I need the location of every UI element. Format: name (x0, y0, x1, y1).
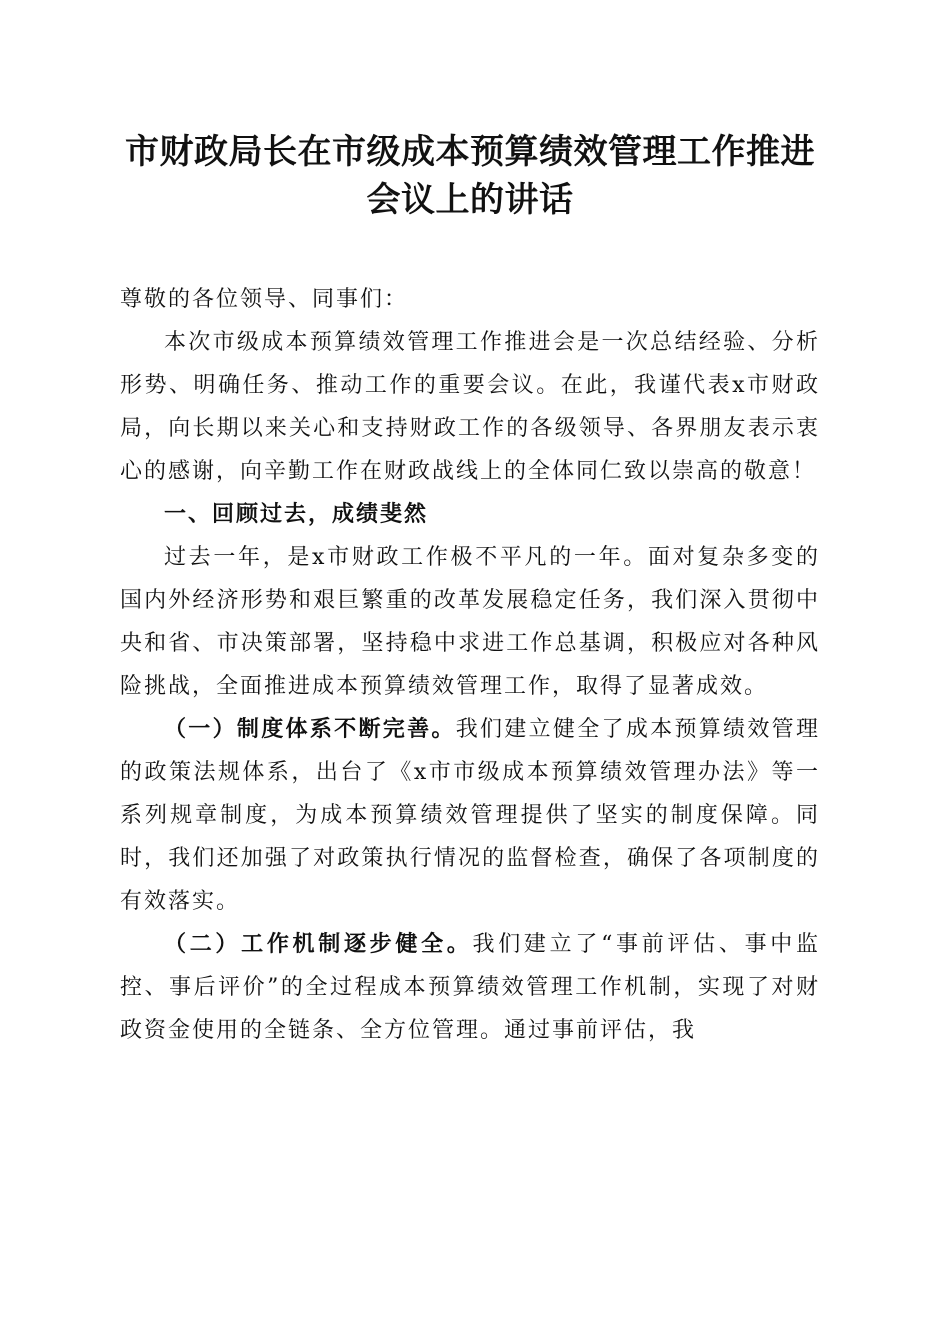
section-heading-1: 一、回顾过去，成绩斐然 (164, 502, 429, 527)
sub-heading-1: （一）制度体系不断完善。 (164, 717, 456, 742)
document-body (120, 278, 820, 1052)
salutation: 尊敬的各位领导、同事们： (120, 287, 409, 312)
title-line-2: 会议上的讲话 (366, 180, 574, 220)
title-line-1: 市财政局长在市级成本预算绩效管理工作推进 (125, 132, 815, 172)
sub-text-1: 我们建立健全了成本预算绩效管理的政策法规体系，出台了《x市市级成本预算绩效管理办法》等一系列规章制度，为成本预算绩效管理提供了坚实的制度保障。同时，我们还加强了对政策执行情况的监督检查，确保了各项制度的有效落实。 (120, 717, 820, 914)
sub-text-2: 我们建立了“事前评估、事中监控、事后评价”的全过程成本预算绩效管理工作机制，实现了对财政资金使用的全链条、全方位管理。通过事前评估，我 (120, 932, 820, 1043)
document-title (120, 128, 820, 224)
paragraph-sub-1 (120, 708, 820, 923)
paragraph-sub-2 (120, 923, 820, 1052)
paragraph-intro: 本次市级成本预算绩效管理工作推进会是一次总结经验、分析形势、明确任务、推动工作的重要会议。在此，我谨代表x市财政局，向长期以来关心和支持财政工作的各级领导、各界朋友表示衷心的感谢，向辛勤工作在财政战线上的全体同仁致以崇高的敬意！ (120, 330, 820, 484)
document-page (120, 128, 820, 1052)
sub-heading-2: （二）工作机制逐步健全。 (164, 932, 473, 957)
paragraph-review: 过去一年，是x市财政工作极不平凡的一年。面对复杂多变的国内外经济形势和艰巨繁重的改革发展稳定任务，我们深入贯彻中央和省、市决策部署，坚持稳中求进工作总基调，积极应对各种风险挑战，全面推进成本预算绩效管理工作，取得了显著成效。 (120, 545, 820, 699)
